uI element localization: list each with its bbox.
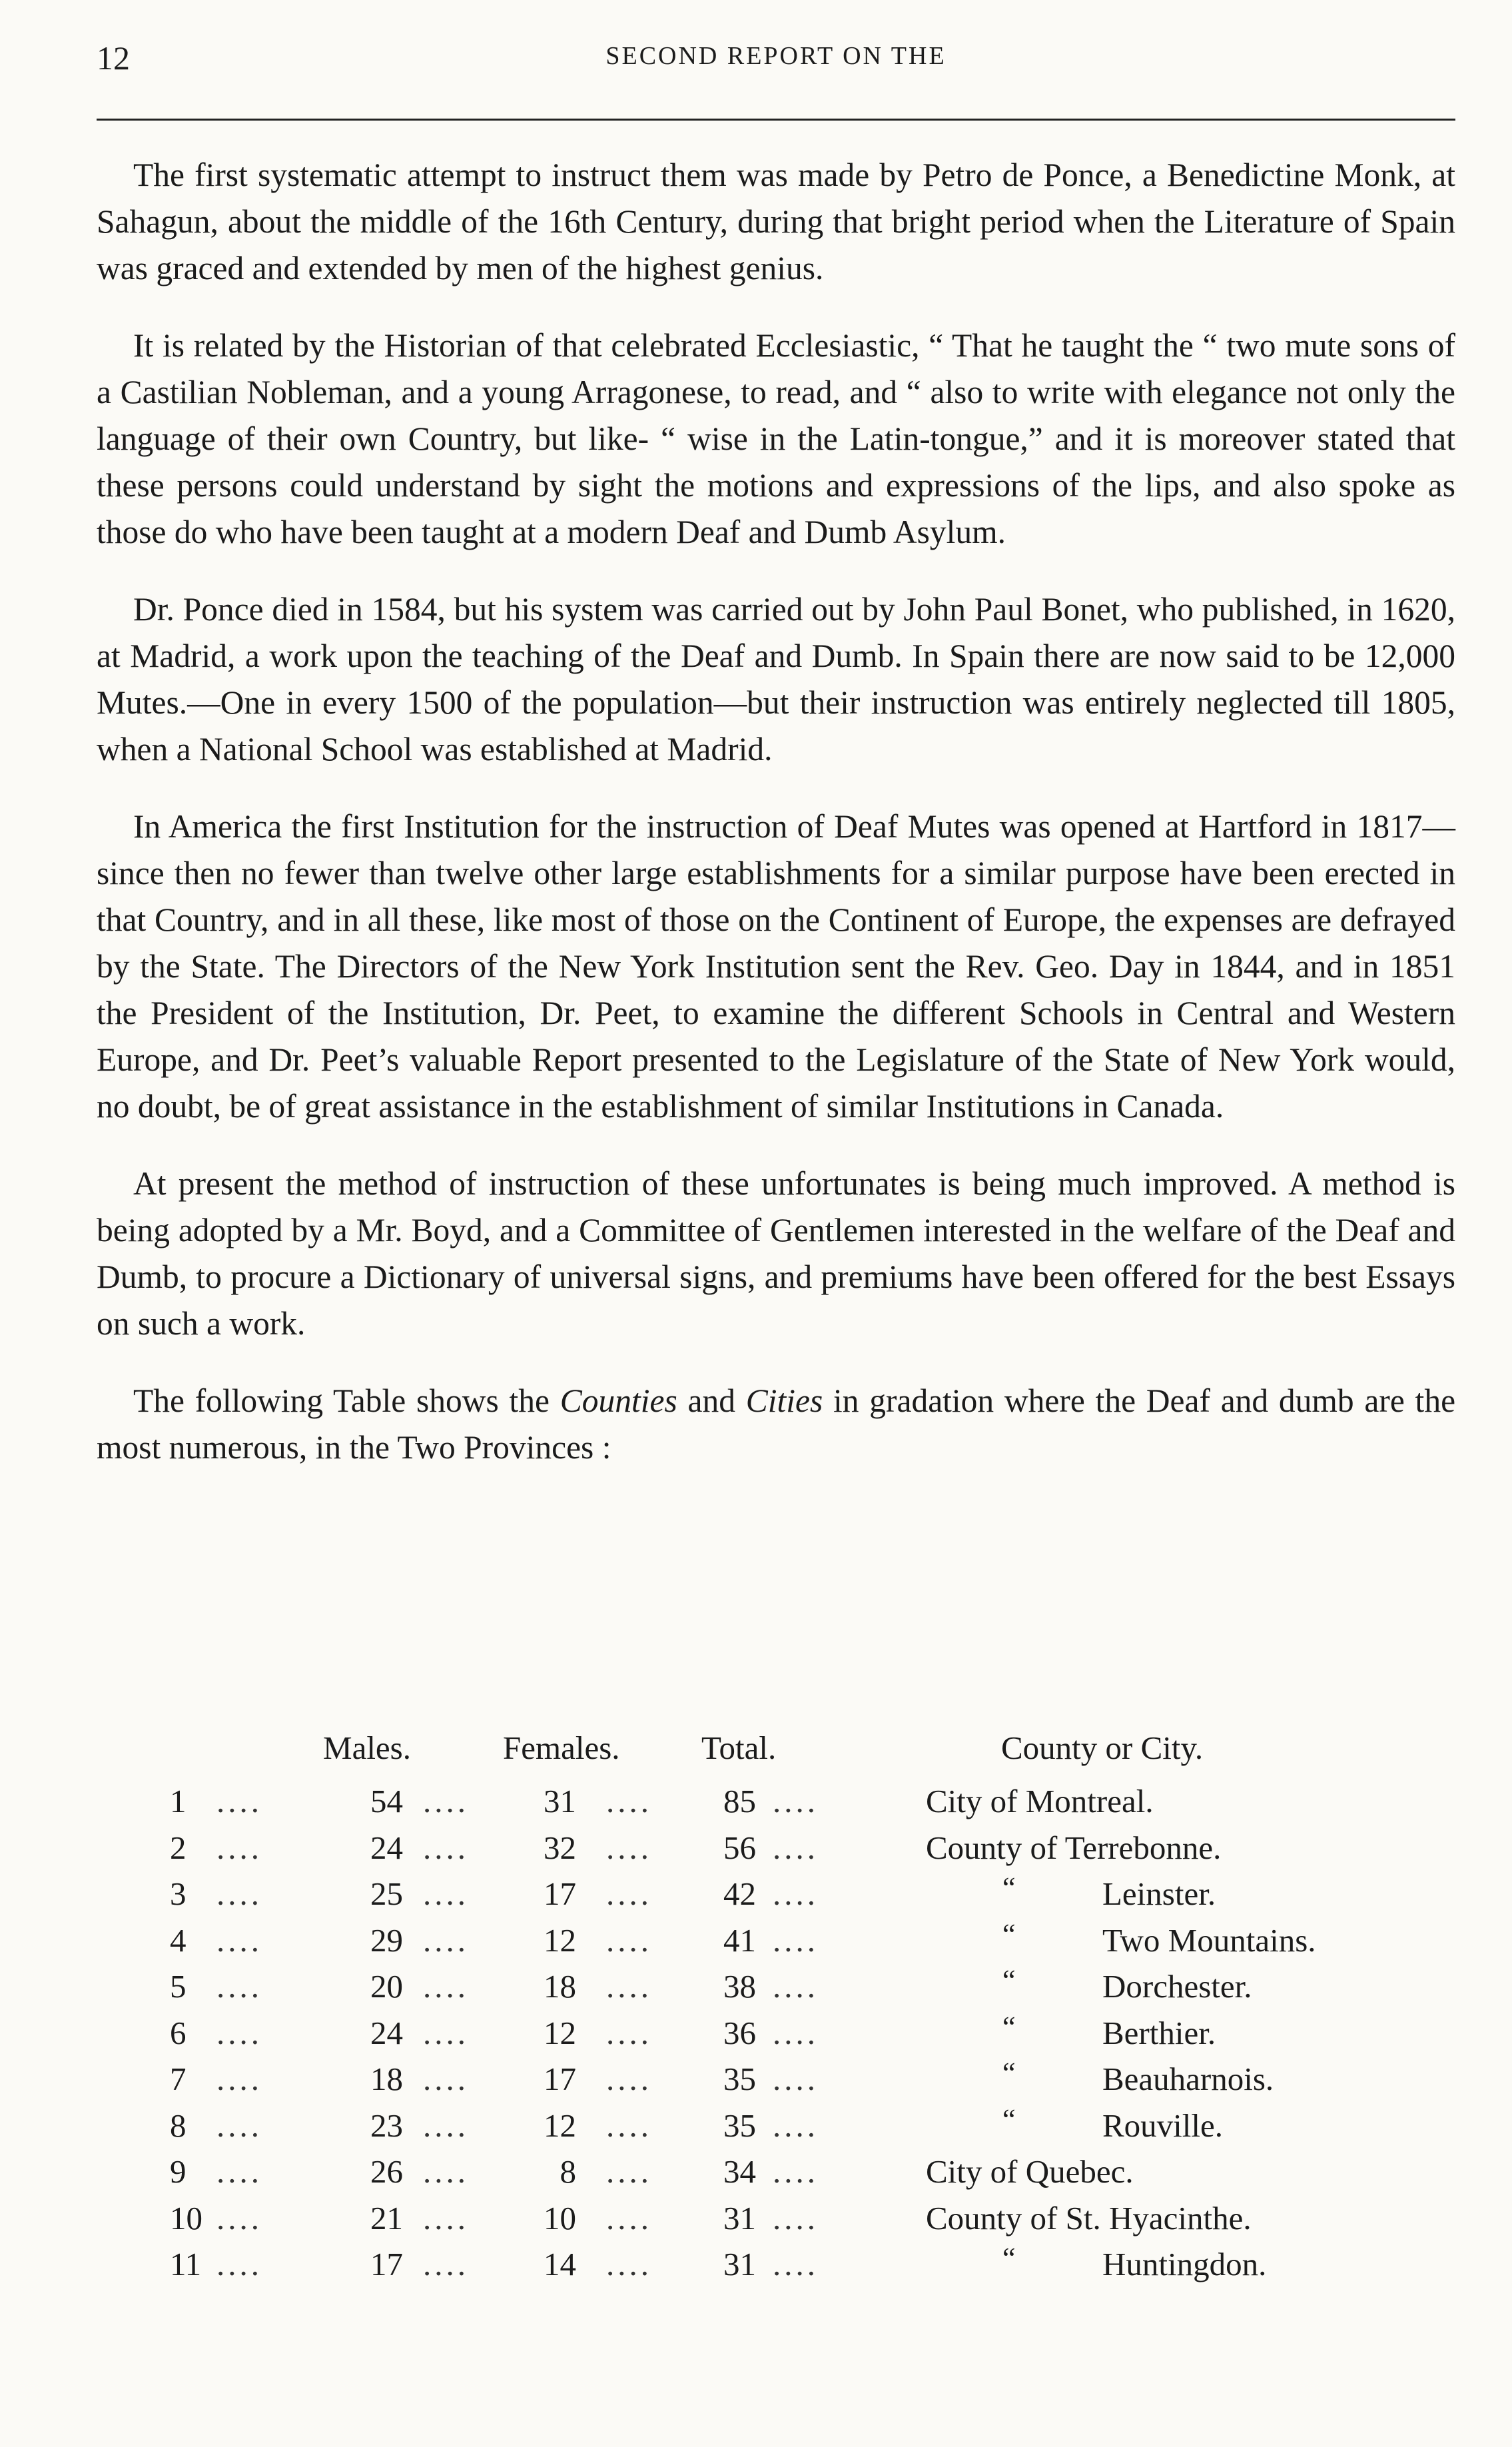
ditto-mark: “	[1002, 2103, 1016, 2136]
leader-dots: ....	[216, 2153, 262, 2190]
intro-text: in gradation where the Deaf and dumb are the most numerous, in the Two Provinces :	[97, 1382, 1456, 1466]
leader-dots: ....	[773, 1875, 819, 1912]
intro-cities: Cities	[745, 1382, 823, 1419]
leader-dots: ....	[773, 1921, 819, 1959]
row-place: County of St. Hyacinthe.	[926, 2199, 1252, 2236]
row-females: 31	[544, 1783, 576, 1819]
leader-dots: ....	[423, 1875, 469, 1912]
row-rank: 10	[170, 2199, 202, 2236]
table-row	[97, 2010, 1455, 2061]
row-total: 35	[723, 2107, 756, 2144]
row-place: Dorchester.	[1102, 1968, 1252, 2005]
leader-dots: ....	[216, 1875, 262, 1912]
table-intro-paragraph	[97, 1378, 1455, 1471]
running-head	[97, 39, 1455, 79]
row-rank: 8	[170, 2107, 187, 2144]
row-females: 14	[544, 2246, 576, 2282]
header-rule	[97, 119, 1455, 121]
row-rank: 1	[170, 1783, 187, 1819]
table-row	[97, 1782, 1455, 1829]
row-females: 18	[544, 1968, 576, 2005]
row-males: 24	[370, 1829, 403, 1866]
leader-dots: ....	[773, 2061, 819, 2097]
table-row	[97, 2242, 1455, 2292]
leader-dots: ....	[423, 1968, 469, 2005]
row-place: Huntingdon.	[1102, 2246, 1267, 2282]
intro-text: and	[687, 1382, 735, 1419]
running-title: SECOND REPORT ON THE	[605, 42, 946, 70]
paragraph: The first systematic attempt to instruct them was made by Petro de Ponce, a Benedictine Monk, at Sahagun, about the middle of the 16th Century, during that bright period when the Literature of Spain was graced and extended by men of the highest genius.	[97, 157, 1455, 286]
row-total: 42	[723, 1875, 756, 1912]
row-males: 29	[370, 1921, 403, 1959]
row-rank: 7	[170, 2061, 187, 2097]
paragraph: In America the first Institution for the instruction of Deaf Mutes was opened at Hartford in 1817—since then no fewer than twelve other large establishments for a similar purpose have been erected in that Country, and in all these, like most of those on the Continent of Europe, the expenses are defrayed by the State. The Directors of the New York Institution sent the Rev. Geo. Day in 1844, and in 1851 the President of the Institution, Dr. Peet, to examine the different Schools in Central and Western Europe, and Dr. Peet’s valuable Report presented to the Legislature of the State of New York would, no doubt, be of great assistance in the establishment of similar Institutions in Canada.	[97, 808, 1455, 1125]
row-females: 32	[544, 1829, 576, 1866]
leader-dots: ....	[773, 2014, 819, 2051]
intro-counties: Counties	[560, 1382, 677, 1419]
leader-dots: ....	[423, 2061, 469, 2097]
row-males: 54	[370, 1783, 403, 1819]
leader-dots: ....	[216, 2246, 262, 2282]
leader-dots: ....	[423, 2107, 469, 2144]
row-males: 18	[370, 2061, 403, 2097]
row-total: 85	[723, 1783, 756, 1819]
leader-dots: ....	[606, 1783, 652, 1819]
row-place: Rouville.	[1102, 2107, 1224, 2144]
row-males: 17	[370, 2246, 403, 2282]
leader-dots: ....	[606, 2014, 652, 2051]
row-females: 12	[544, 1921, 576, 1959]
row-place: Berthier.	[1102, 2014, 1216, 2051]
row-females: 12	[544, 2014, 576, 2051]
leader-dots: ....	[216, 2061, 262, 2097]
row-males: 24	[370, 2014, 403, 2051]
row-place: Beauharnois.	[1102, 2061, 1274, 2097]
leader-dots: ....	[216, 1829, 262, 1866]
leader-dots: ....	[216, 2199, 262, 2236]
row-total: 31	[723, 2246, 756, 2282]
leader-dots: ....	[773, 1968, 819, 2005]
leader-dots: ....	[606, 2199, 652, 2236]
table-row	[97, 2103, 1455, 2153]
ditto-mark: “	[1002, 1917, 1016, 1951]
leader-dots: ....	[216, 2107, 262, 2144]
leader-dots: ....	[773, 2199, 819, 2236]
row-place: County of Terrebonne.	[926, 1829, 1222, 1866]
leader-dots: ....	[423, 1829, 469, 1866]
leader-dots: ....	[773, 1829, 819, 1866]
table-row	[97, 2153, 1455, 2199]
row-place: Two Mountains.	[1102, 1921, 1316, 1959]
leader-dots: ....	[423, 1921, 469, 1959]
paragraph: Dr. Ponce died in 1584, but his system was carried out by John Paul Bonet, who published, in 1620, at Madrid, a work upon the teaching of the Deaf and Dumb. In Spain there are now said to be 12,000 Mutes.—One in every 1500 of the population—but their instruction was entirely neglected till 1805, when a National School was established at Madrid.	[97, 591, 1455, 767]
leader-dots: ....	[423, 2153, 469, 2190]
row-rank: 6	[170, 2014, 187, 2051]
row-females: 10	[544, 2199, 576, 2236]
row-males: 25	[370, 1875, 403, 1912]
row-males: 26	[370, 2153, 403, 2190]
leader-dots: ....	[773, 1783, 819, 1819]
leader-dots: ....	[216, 1968, 262, 2005]
header-males: Males.	[323, 1729, 411, 1766]
row-females: 12	[544, 2107, 576, 2144]
row-total: 38	[723, 1968, 756, 2005]
leader-dots: ....	[606, 2107, 652, 2144]
table-row	[97, 1917, 1455, 1968]
leader-dots: ....	[423, 2199, 469, 2236]
row-rank: 9	[170, 2153, 187, 2190]
row-males: 23	[370, 2107, 403, 2144]
table-row	[97, 1829, 1455, 1875]
row-place: City of Montreal.	[926, 1783, 1154, 1819]
leader-dots: ....	[773, 2107, 819, 2144]
leader-dots: ....	[606, 1829, 652, 1866]
row-place: City of Quebec.	[926, 2153, 1134, 2190]
row-females: 8	[560, 2153, 576, 2190]
intro-text: The following Table shows the	[133, 1382, 550, 1419]
row-total: 34	[723, 2153, 756, 2190]
leader-dots: ....	[423, 2246, 469, 2282]
header-county-or-city: County or City.	[1001, 1729, 1204, 1766]
leader-dots: ....	[216, 2014, 262, 2051]
leader-dots: ....	[216, 1783, 262, 1819]
row-males: 21	[370, 2199, 403, 2236]
paragraph: It is related by the Historian of that celebrated Ecclesiastic, “ That he taught the “ two mute sons of a Castilian Nobleman, and a young Arragonese, to read, and “ also to write with elegance not only the language of their own Country, but like- “ wise in the Latin-tongue,” and it is moreover stated that these persons could understand by sight the motions and expressions of the lips, and also spoke as those do who have been taught at a modern Deaf and Dumb Asylum.	[97, 327, 1455, 550]
row-males: 20	[370, 1968, 403, 2005]
leader-dots: ....	[606, 2246, 652, 2282]
row-females: 17	[544, 2061, 576, 2097]
paragraph: At present the method of instruction of these unfortunates is being much improved. A method is being adopted by a Mr. Boyd, and a Committee of Gentlemen interested in the welfare of the Deaf and Dumb, to procure a Dictionary of universal signs, and premiums have been offered for the best Essays on such a work.	[97, 1165, 1455, 1342]
leader-dots: ....	[773, 2153, 819, 2190]
deaf-dumb-table	[97, 1729, 1455, 2282]
leader-dots: ....	[606, 2153, 652, 2190]
ditto-mark: “	[1002, 2242, 1016, 2274]
leader-dots: ....	[773, 2246, 819, 2282]
row-total: 41	[723, 1921, 756, 1959]
table-row	[97, 2199, 1455, 2246]
row-rank: 2	[170, 1829, 187, 1866]
leader-dots: ....	[606, 1875, 652, 1912]
leader-dots: ....	[606, 1968, 652, 2005]
row-total: 35	[723, 2061, 756, 2097]
header-total: Total.	[701, 1729, 777, 1766]
ditto-mark: “	[1002, 1871, 1016, 1904]
row-total: 36	[723, 2014, 756, 2051]
row-rank: 3	[170, 1875, 187, 1912]
leader-dots: ....	[216, 1921, 262, 1959]
row-rank: 5	[170, 1968, 187, 2005]
row-rank: 11	[170, 2246, 202, 2282]
row-females: 17	[544, 1875, 576, 1912]
leader-dots: ....	[423, 2014, 469, 2051]
table-row	[97, 2057, 1455, 2107]
ditto-mark: “	[1002, 2010, 1016, 2043]
header-females: Females.	[503, 1729, 620, 1766]
row-rank: 4	[170, 1921, 187, 1959]
body-text	[97, 152, 1455, 1502]
leader-dots: ....	[606, 1921, 652, 1959]
table-row	[97, 1964, 1455, 2014]
leader-dots: ....	[423, 1783, 469, 1819]
table-row	[97, 1871, 1455, 1921]
row-total: 56	[723, 1829, 756, 1866]
ditto-mark: “	[1002, 1964, 1016, 1997]
row-total: 31	[723, 2199, 756, 2236]
ditto-mark: “	[1002, 2057, 1016, 2089]
row-place: Leinster.	[1102, 1875, 1216, 1912]
page-number: 12	[97, 39, 130, 77]
leader-dots: ....	[606, 2061, 652, 2097]
